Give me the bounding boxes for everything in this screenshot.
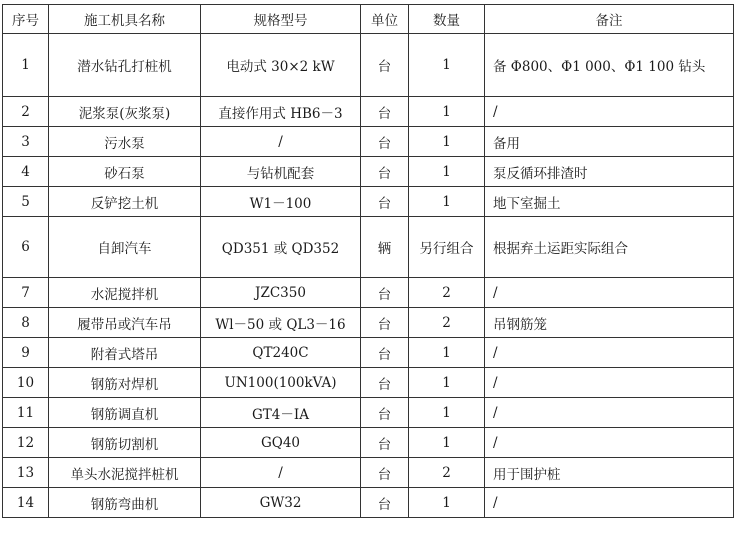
cell-unit: 台 — [361, 187, 409, 217]
cell-remarks: 泵反循环排渣时 — [485, 157, 734, 187]
table-row — [3, 368, 734, 398]
cell-quantity: 另行组合 — [409, 217, 485, 278]
table-body — [3, 34, 734, 518]
cell-model: W1－100 — [201, 187, 361, 217]
table-row — [3, 338, 734, 368]
equipment-table — [2, 4, 734, 518]
table-row — [3, 488, 734, 518]
cell-index: 5 — [3, 187, 49, 217]
cell-remarks: 用于围护桩 — [485, 458, 734, 488]
cell-model: / — [201, 127, 361, 157]
cell-quantity: 1 — [409, 127, 485, 157]
cell-quantity: 1 — [409, 97, 485, 127]
cell-index: 12 — [3, 428, 49, 458]
table-row — [3, 398, 734, 428]
cell-index: 9 — [3, 338, 49, 368]
cell-quantity: 2 — [409, 278, 485, 308]
cell-quantity: 1 — [409, 368, 485, 398]
cell-remarks: / — [485, 97, 734, 127]
cell-machine-name: 钢筋切割机 — [49, 428, 201, 458]
cell-machine-name: 附着式塔吊 — [49, 338, 201, 368]
cell-machine-name: 自卸汽车 — [49, 217, 201, 278]
cell-unit: 台 — [361, 488, 409, 518]
header-row — [3, 5, 734, 34]
cell-unit: 台 — [361, 458, 409, 488]
cell-quantity: 1 — [409, 398, 485, 428]
cell-remarks: / — [485, 338, 734, 368]
cell-remarks: / — [485, 398, 734, 428]
cell-remarks: 备用 — [485, 127, 734, 157]
cell-unit: 台 — [361, 157, 409, 187]
cell-index: 13 — [3, 458, 49, 488]
cell-remarks: / — [485, 488, 734, 518]
cell-unit: 台 — [361, 398, 409, 428]
header-machine-name: 施工机具名称 — [49, 5, 201, 34]
cell-unit: 台 — [361, 97, 409, 127]
cell-quantity: 1 — [409, 338, 485, 368]
cell-index: 14 — [3, 488, 49, 518]
cell-machine-name: 钢筋对焊机 — [49, 368, 201, 398]
cell-index: 7 — [3, 278, 49, 308]
cell-remarks: / — [485, 428, 734, 458]
table-row — [3, 34, 734, 97]
cell-machine-name: 钢筋弯曲机 — [49, 488, 201, 518]
table-row — [3, 97, 734, 127]
cell-unit: 台 — [361, 34, 409, 97]
cell-machine-name: 污水泵 — [49, 127, 201, 157]
cell-remarks: 备 Φ800、Φ1 000、Φ1 100 钻头 — [485, 34, 734, 97]
cell-model: QD351 或 QD352 — [201, 217, 361, 278]
table-row — [3, 458, 734, 488]
cell-machine-name: 反铲挖土机 — [49, 187, 201, 217]
cell-model: / — [201, 458, 361, 488]
cell-quantity: 1 — [409, 187, 485, 217]
cell-unit: 台 — [361, 127, 409, 157]
cell-unit: 台 — [361, 368, 409, 398]
header-model: 规格型号 — [201, 5, 361, 34]
cell-quantity: 1 — [409, 488, 485, 518]
cell-quantity: 2 — [409, 308, 485, 338]
table-row — [3, 187, 734, 217]
table-row — [3, 157, 734, 187]
cell-index: 6 — [3, 217, 49, 278]
cell-quantity: 2 — [409, 458, 485, 488]
cell-unit: 台 — [361, 278, 409, 308]
table-row — [3, 278, 734, 308]
cell-machine-name: 泥浆泵(灰浆泵) — [49, 97, 201, 127]
cell-quantity: 1 — [409, 34, 485, 97]
cell-unit: 台 — [361, 428, 409, 458]
cell-machine-name: 砂石泵 — [49, 157, 201, 187]
table-row — [3, 217, 734, 278]
cell-remarks: / — [485, 368, 734, 398]
cell-machine-name: 单头水泥搅拌桩机 — [49, 458, 201, 488]
cell-remarks: 吊钢筋笼 — [485, 308, 734, 338]
header-remarks: 备注 — [485, 5, 734, 34]
cell-model: UN100(100kVA) — [201, 368, 361, 398]
cell-model: 与钻机配套 — [201, 157, 361, 187]
cell-unit: 台 — [361, 308, 409, 338]
cell-model: GQ40 — [201, 428, 361, 458]
cell-index: 10 — [3, 368, 49, 398]
cell-model: QT240C — [201, 338, 361, 368]
cell-machine-name: 履带吊或汽车吊 — [49, 308, 201, 338]
cell-machine-name: 钢筋调直机 — [49, 398, 201, 428]
cell-index: 4 — [3, 157, 49, 187]
cell-quantity: 1 — [409, 157, 485, 187]
cell-model: GW32 — [201, 488, 361, 518]
cell-model: GT4－IA — [201, 398, 361, 428]
header-index: 序号 — [3, 5, 49, 34]
cell-index: 3 — [3, 127, 49, 157]
table-row — [3, 127, 734, 157]
cell-unit: 辆 — [361, 217, 409, 278]
cell-model: 直接作用式 HB6－3 — [201, 97, 361, 127]
cell-quantity: 1 — [409, 428, 485, 458]
cell-machine-name: 水泥搅拌机 — [49, 278, 201, 308]
table-row — [3, 428, 734, 458]
cell-model: 电动式 30×2 kW — [201, 34, 361, 97]
table-row — [3, 308, 734, 338]
cell-index: 8 — [3, 308, 49, 338]
cell-index: 11 — [3, 398, 49, 428]
cell-index: 1 — [3, 34, 49, 97]
cell-index: 2 — [3, 97, 49, 127]
header-unit: 单位 — [361, 5, 409, 34]
cell-remarks: / — [485, 278, 734, 308]
header-quantity: 数量 — [409, 5, 485, 34]
cell-model: Wl－50 或 QL3－16 — [201, 308, 361, 338]
cell-model: JZC350 — [201, 278, 361, 308]
cell-unit: 台 — [361, 338, 409, 368]
cell-remarks: 地下室掘土 — [485, 187, 734, 217]
cell-machine-name: 潜水钻孔打桩机 — [49, 34, 201, 97]
cell-remarks: 根据弃土运距实际组合 — [485, 217, 734, 278]
